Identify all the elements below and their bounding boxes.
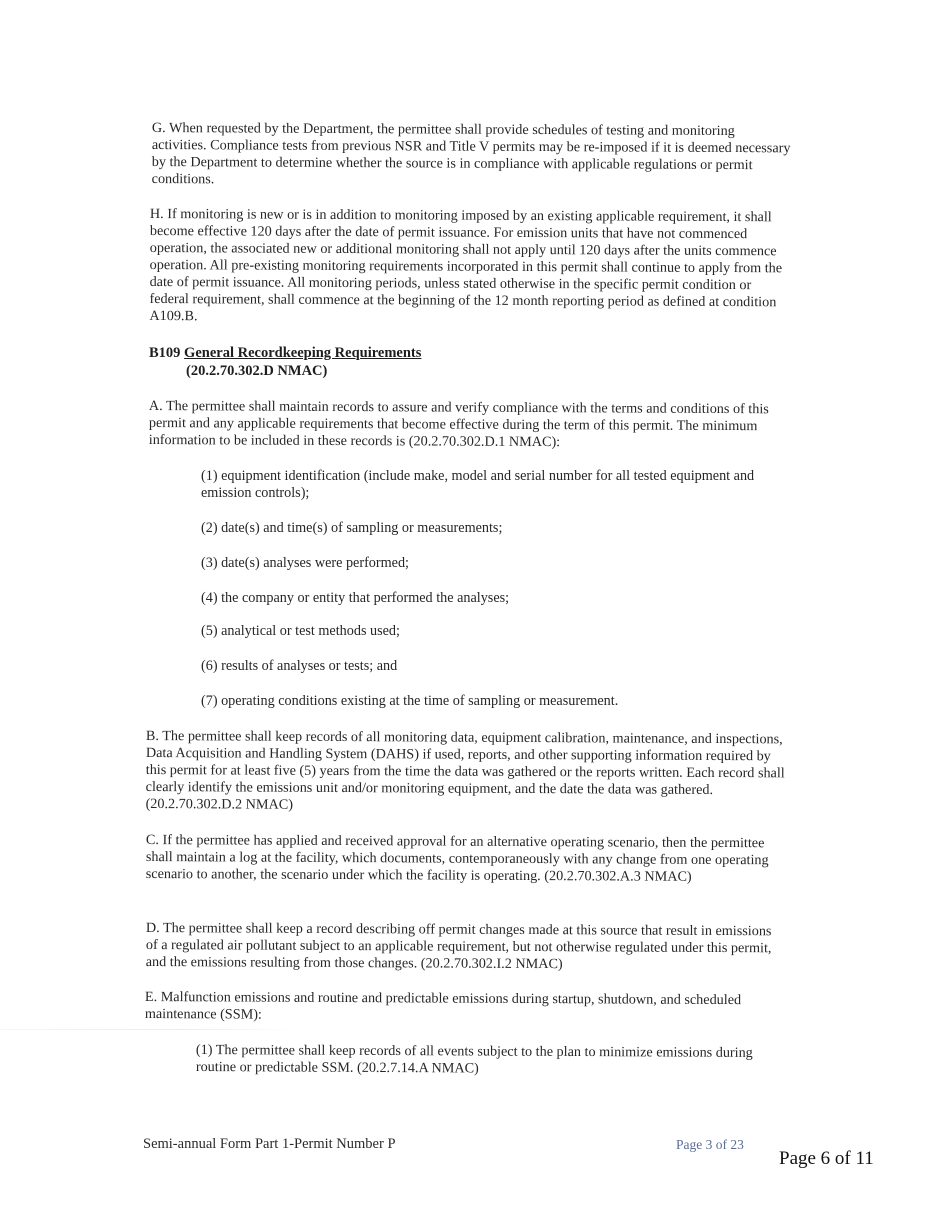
list-item: (6) results of analyses or tests; and — [201, 658, 398, 674]
footer-form-label: Semi-annual Form Part 1-Permit Number P — [143, 1136, 396, 1152]
paragraph-b: B. The permittee shall keep records of all monitoring data, equipment calibration, maintenance, and inspections, Data Acquisition and Handling System (DAHS) if used, reports, and other supporting information required by this permit for at least five (5) years from the time the data was gathered or the reports written. Each record shall clearly identify the emissions unit and/or monitoring equipment, and the date the data was gathered. (20.2.70.302.D.2 NMAC) — [145, 728, 785, 813]
section-number: B109 — [149, 345, 181, 361]
footer-inner-page-number: Page 3 of 23 — [676, 1137, 744, 1152]
list-item: (7) operating conditions existing at the time of sampling or measurement. — [201, 693, 619, 709]
list-item: (3) date(s) analyses were performed; — [201, 555, 409, 571]
footer-outer-page-number: Page 6 of 11 — [779, 1148, 874, 1169]
list-item: (1) equipment identification (include make, model and serial number for all tested equipment and emission controls); — [201, 468, 755, 501]
section-citation: (20.2.70.302.D NMAC) — [186, 363, 328, 379]
list-item: (1) The permittee shall keep records of all events subject to the plan to minimize emissions during routine or predictable SSM. (20.2.7.14.A NMAC) — [195, 1042, 753, 1077]
scan-divider — [0, 1029, 300, 1030]
section-heading — [149, 345, 421, 362]
paragraph-c: C. If the permittee has applied and received approval for an alternative operating scenario, then the permittee shall maintain a log at the facility, which documents, contemporaneously with any change from one operating scenario to another, the scenario under which the facility is operating. (20.2.70.302.A.3 NMAC) — [145, 832, 769, 885]
paragraph-d: D. The permittee shall keep a record describing off permit changes made at this source that result in emissions of a regulated air pollutant subject to an applicable requirement, but not otherwise regulated under this permit, and the emissions resulting from those changes. (20.2.70.302.I.2 NMAC) — [145, 920, 772, 973]
paragraph-g: G. When requested by the Department, the permittee shall provide schedules of testing and monitoring activities. Compliance tests from previous NSR and Title V permits may be re-imposed if it is deemed necessary by the Department to determine whether the source is in compliance with applicable regulations or permit conditions. — [151, 120, 791, 188]
list-item: (5) analytical or test methods used; — [201, 623, 400, 639]
paragraph-a: A. The permittee shall maintain records to assure and verify compliance with the terms and conditions of this permit and any applicable requirements that become effective during the term of this permit. The minimum information to be included in these records is (20.2.70.302.D.1 NMAC): — [148, 398, 769, 451]
paragraph-e: E. Malfunction emissions and routine and predictable emissions during startup, shutdown, and scheduled maintenance (SSM): — [144, 989, 742, 1023]
section-title: General Recordkeeping Requirements — [184, 345, 422, 361]
list-item: (4) the company or entity that performed the analyses; — [201, 590, 510, 606]
paragraph-h: H. If monitoring is new or is in addition to monitoring imposed by an existing applicable requirement, it shall become effective 120 days after the date of permit issuance. For emission units that have not commenced operation, the associated new or additional monitoring shall not apply until 120 days after the units commence operation. All pre-existing monitoring requirements incorporated in this permit shall continue to apply from the date of permit issuance. All monitoring periods, unless stated otherwise in the specific permit condition or federal requirement, shall commence at the beginning of the 12 month reporting period as defined at condition A109.B. — [149, 206, 783, 325]
list-item: (2) date(s) and time(s) of sampling or measurements; — [201, 520, 503, 536]
